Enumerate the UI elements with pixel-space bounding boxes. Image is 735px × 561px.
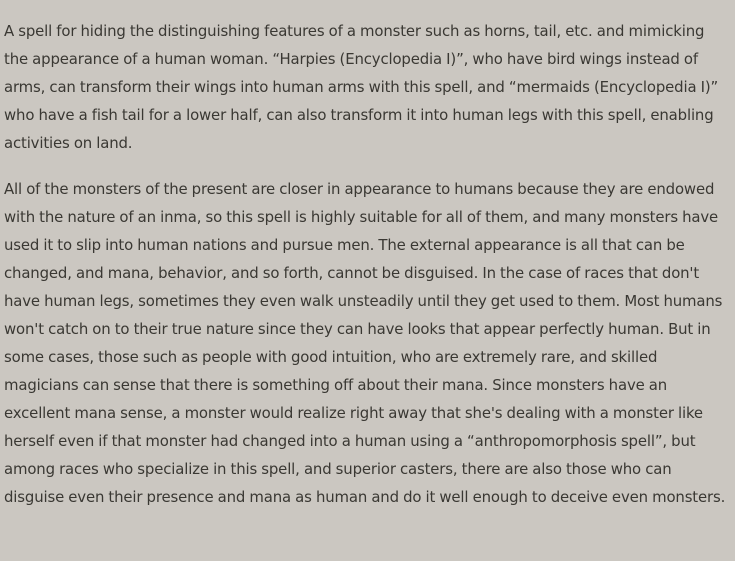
- paragraph-harpies-mermaids: A spell for hiding the distinguishing features of a monster such as horns, tail, etc. and mimicking the appearance of a human woman. “Harpies (Encyclopedia I)”, who have bird wings instead of arms, can transform their wings into human arms with this spell, and “mermaids (Encyclopedia I)” who have a fish tail for a lower half, can also transform it into human legs with this spell, enabling activities on land.: [4, 22, 719, 152]
- paragraph-monsters-disguise: All of the monsters of the present are closer in appearance to humans because they are endowed with the nature of an inma, so this spell is highly suitable for all of them, and many monsters have used it to slip into human nations and pursue men. The external appearance is all that can be changed, and mana, behavior, and so forth, cannot be disguised. In the case of races that don't have human legs, sometimes they even walk unsteadily until they get used to them. Most humans won't catch on to their true nature since they can have looks that appear perfectly human. But in some cases, those such as people with good intuition, who are extremely rare, and skilled magicians can sense that there is something off about their mana. Since monsters have an excellent mana sense, a monster would realize right away that she's dealing with a monster like herself even if that monster had changed into a human using a “anthropomorphosis spell”, but among races who specialize in this spell, and superior casters, there are also those who can disguise even their presence and mana as human and do it well enough to deceive even monsters.: [4, 180, 726, 506]
